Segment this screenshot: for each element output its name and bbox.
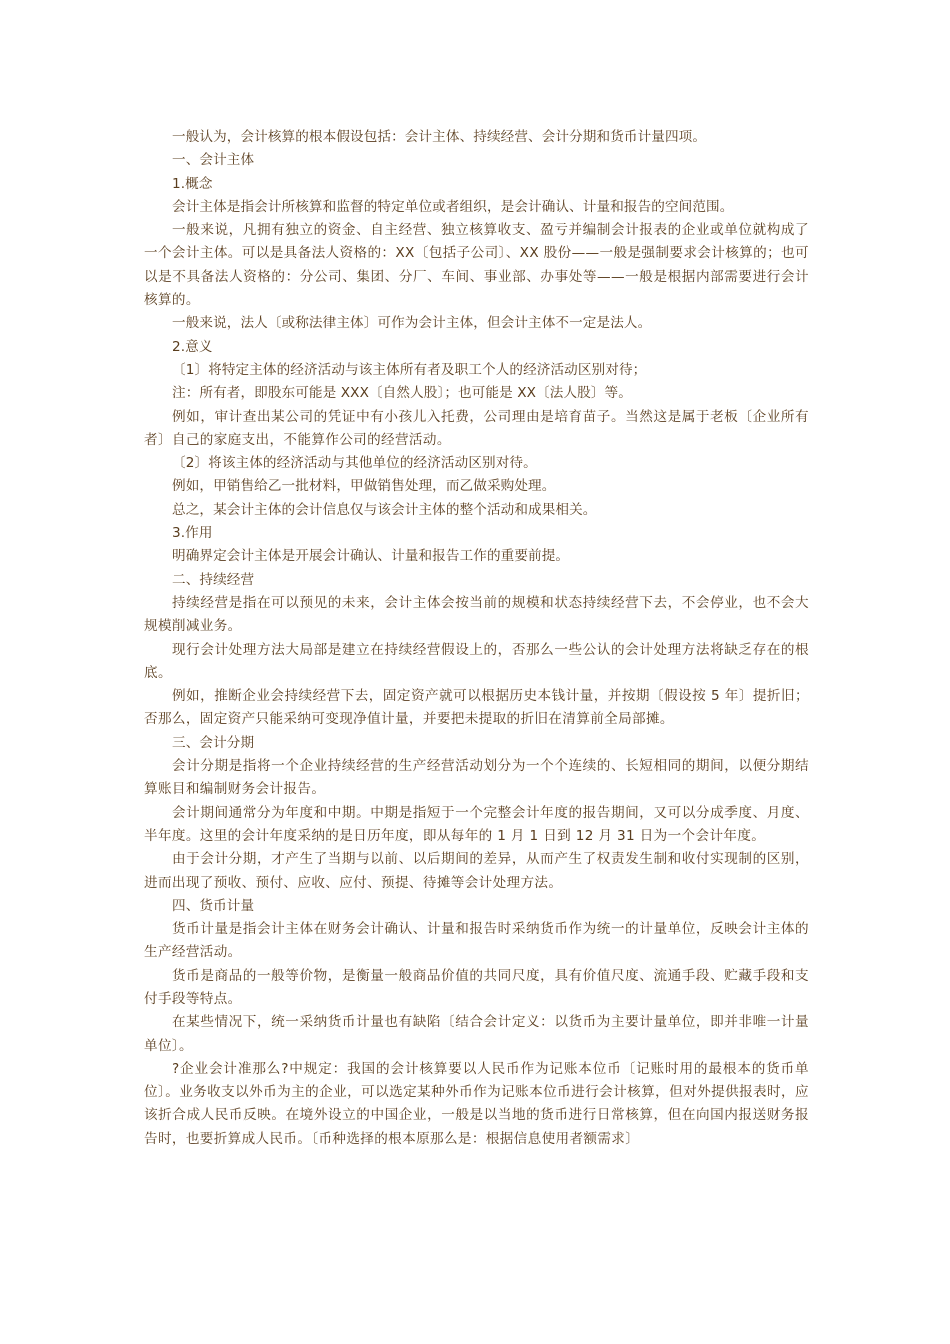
paragraph-going-concern-example: 例如，推断企业会持续经营下去，固定资产就可以根据历史本钱计量，并按期〔假设按 5 年〕提折旧；否那么，固定资产只能采纳可变现净值计量，并要把未提取的折旧在清算前全局部摊。 [144,688,809,728]
document-body [144,126,809,1151]
paragraph-going-concern-basis: 现行会计处理方法大局部是建立在持续经营假设上的，否那么一些公认的会计处理方法将缺乏存在的根底。 [144,641,809,681]
subheading-function: 3.作用 [172,525,213,542]
heading-monetary-measurement: 四、货币计量 [172,897,255,914]
heading-going-concern: 二、持续经营 [172,571,255,588]
paragraph-money-nature: 货币是商品的一般等价物，是衡量一般商品价值的共同尺度，具有价值尺度、流通手段、贮藏手段和支付手段等特点。 [144,967,809,1007]
paragraph-note-owners: 注：所有者，即股东可能是 XXX〔自然人股〕；也可能是 XX〔法人股〕等。 [172,385,632,402]
paragraph-intro: 一般认为，会计核算的根本假设包括：会计主体、持续经营、会计分期和货币计量四项。 [172,129,707,145]
paragraph-monetary-limits: 在某些情况下，统一采纳货币计量也有缺陷〔结合会计定义：以货币为主要计量单位，即并非唯一计量单位〕。 [144,1014,809,1054]
heading-accounting-period: 三、会计分期 [172,734,255,751]
heading-accounting-entity: 一、会计主体 [172,152,255,169]
paragraph-significance-2: 〔2〕将该主体的经济活动与其他单位的经济活动区别对待。 [172,455,537,472]
paragraph-example-sale: 例如，甲销售给乙一批材料，甲做销售处理，而乙做采购处理。 [172,478,556,495]
paragraph-period-definition: 会计分期是指将一个企业持续经营的生产经营活动划分为一个个连续的、长短相同的期间，以便分期结算账目和编制财务会计报告。 [144,758,809,798]
subheading-concept: 1.概念 [172,175,213,192]
paragraph-period-effects: 由于会计分期，才产生了当期与以前、以后期间的差异，从而产生了权责发生制和收付实现制的区别，进而出现了预收、预付、应收、应付、预提、待摊等会计处理方法。 [144,851,809,891]
paragraph-example-audit: 例如，审计查出某公司的凭证中有小孩儿入托费，公司理由是培育苗子。当然这是属于老板〔企业所有者〕自己的家庭支出，不能算作公司的经营活动。 [144,408,809,448]
paragraph-entity-scope: 一般来说，凡拥有独立的资金、自主经营、独立核算收支、盈亏并编制会计报表的企业或单位就构成了一个会计主体。可以是具备法人资格的：XX〔包括子公司〕、XX 股份——一般是强制要求会计核算的；也可以是不具备法人资格的：分公司、集团、分厂、车间、事业部、办事处等——一般是根据内部需要进行会计核算的。 [144,222,809,309]
paragraph-significance-1: 〔1〕将特定主体的经济活动与该主体所有者及职工个人的经济活动区别对待； [172,361,647,378]
paragraph-function: 明确界定会计主体是开展会计确认、计量和报告工作的重要前提。 [172,548,570,565]
paragraph-entity-definition: 会计主体是指会计所核算和监督的特定单位或者组织，是会计确认、计量和报告的空间范围。 [172,198,734,215]
paragraph-legal-entity: 一般来说，法人〔或称法律主体〕可作为会计主体，但会计主体不一定是法人。 [172,315,652,332]
paragraph-period-types: 会计期间通常分为年度和中期。中期是指短于一个完整会计年度的报告期间，又可以分成季度、月度、半年度。这里的会计年度采纳的是日历年度，即从每年的 1 月 1 日到 12 月 31 日为一个会计年度。 [144,804,809,844]
subheading-significance: 2.意义 [172,338,213,355]
paragraph-summary: 总之，某会计主体的会计信息仅与该会计主体的整个活动和成果相关。 [172,501,597,518]
paragraph-monetary-definition: 货币计量是指会计主体在财务会计确认、计量和报告时采纳货币作为统一的计量单位，反映会计主体的生产经营活动。 [144,921,809,961]
paragraph-standards-currency: ?企业会计准那么?中规定：我国的会计核算要以人民币作为记账本位币〔记账时用的最根本的货币单位〕。业务收支以外币为主的企业，可以选定某种外币作为记账本位币进行会计核算，但对外提供报表时，应该折合成人民币反映。在境外设立的中国企业，一般是以当地的货币进行日常核算，但在向国内报送财务报告时，也要折算成人民币。〔币种选择的根本原那么是：根据信息使用者额需求〕 [144,1060,809,1147]
paragraph-going-concern-definition: 持续经营是指在可以预见的未来，会计主体会按当前的规模和状态持续经营下去，不会停业，也不会大规模削减业务。 [144,594,809,635]
